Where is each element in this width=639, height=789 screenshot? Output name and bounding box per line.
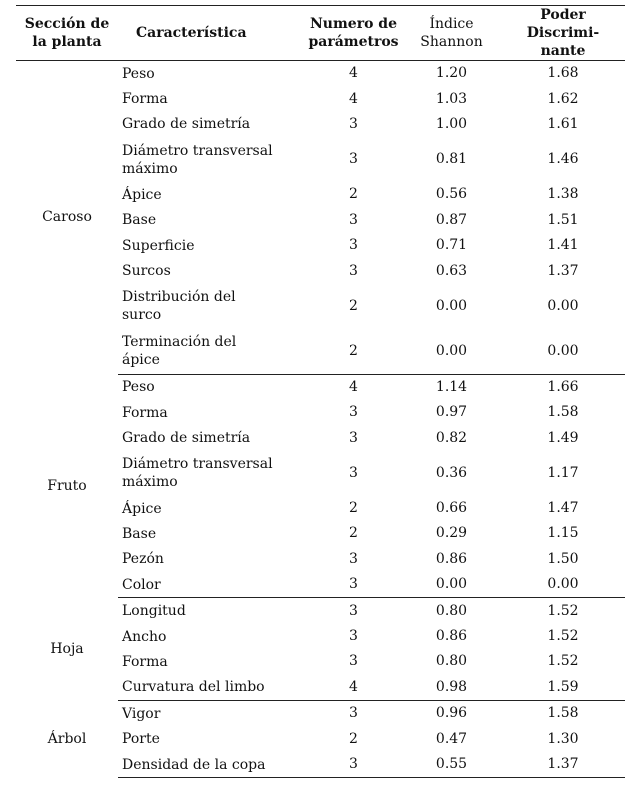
characteristic-line: Distribución del xyxy=(122,289,236,306)
discriminant-power-cell: 0.00 xyxy=(547,297,579,314)
characteristic-line: Diámetro transversal xyxy=(122,456,273,473)
characteristic-cell xyxy=(118,598,305,624)
header-poder-line: nante xyxy=(540,43,586,59)
characteristic-cell xyxy=(118,400,305,425)
shannon-index-cell: 0.47 xyxy=(435,730,468,747)
characteristic-cell xyxy=(118,726,305,751)
shannon-index-cell: 0.96 xyxy=(435,705,468,722)
header-seccion xyxy=(16,6,118,61)
shannon-index-cell: 0.86 xyxy=(435,628,468,645)
characteristic-line: Ápice xyxy=(122,186,162,203)
characteristic-line: Grado de simetría xyxy=(122,116,251,133)
characteristic-line: ápice xyxy=(122,352,160,369)
characteristic-cell xyxy=(118,624,305,649)
num-parametros-cell: 2 xyxy=(349,730,358,747)
header-seccion-line: Sección de xyxy=(24,16,110,32)
num-parametros-cell: 3 xyxy=(349,705,358,722)
shannon-index-cell: 0.82 xyxy=(435,429,468,446)
num-parametros-cell: 4 xyxy=(349,65,358,82)
header-numero-line: Numero de xyxy=(310,16,397,32)
header-indice xyxy=(402,6,501,61)
discriminant-power-cell: 1.30 xyxy=(547,730,579,747)
header-poder xyxy=(501,6,625,61)
header-numero-line: parámetros xyxy=(308,34,399,50)
num-parametros-cell: 2 xyxy=(349,500,358,517)
characteristic-cell xyxy=(118,182,305,207)
shannon-index-cell: 0.56 xyxy=(435,186,468,203)
discriminant-power-cell: 0.00 xyxy=(501,329,625,375)
header-poder-line: Poder Discrimi- xyxy=(526,7,600,41)
shannon-index-cell: 0.63 xyxy=(435,262,468,279)
header-caracteristica: Característica xyxy=(118,6,305,61)
characteristic-line: Forma xyxy=(122,404,168,421)
num-parametros-cell: 4 xyxy=(349,378,358,395)
shannon-index-cell: 0.80 xyxy=(435,653,468,670)
num-parametros-cell: 3 xyxy=(349,464,358,481)
discriminant-power-cell: 1.58 xyxy=(547,404,579,421)
num-parametros-cell: 4 xyxy=(349,90,358,107)
characteristic-line: Pezón xyxy=(122,551,164,568)
header-indice-line: Shannon xyxy=(420,34,483,50)
num-parametros-cell: 3 xyxy=(349,211,358,228)
characteristic-line: Ancho xyxy=(122,628,167,645)
characteristic-cell xyxy=(118,374,305,400)
characteristic-line: Forma xyxy=(122,653,168,670)
discriminant-power-cell: 1.52 xyxy=(547,628,579,645)
num-parametros-cell: 3 xyxy=(349,550,358,567)
discriminant-power-cell: 1.61 xyxy=(547,115,579,132)
num-parametros-cell: 3 xyxy=(349,429,358,446)
shannon-index-cell: 0.29 xyxy=(435,525,468,542)
num-parametros-cell: 2 xyxy=(349,297,358,314)
section-name: Fruto xyxy=(47,477,87,494)
num-parametros-cell: 3 xyxy=(349,151,358,168)
discriminant-power-cell: 1.38 xyxy=(547,186,579,203)
shannon-index-cell: 0.00 xyxy=(402,572,501,598)
characteristic-cell xyxy=(118,496,305,521)
shannon-index-cell: 0.97 xyxy=(435,404,468,421)
shannon-index-cell: 0.98 xyxy=(402,675,501,701)
shannon-index-cell: 1.20 xyxy=(435,65,468,82)
num-parametros-cell: 3 xyxy=(349,653,358,670)
characteristic-cell xyxy=(118,426,305,451)
characteristic-line: Peso xyxy=(122,379,155,396)
section-name: Árbol xyxy=(47,730,87,747)
shannon-index-cell: 0.66 xyxy=(435,500,468,517)
discriminant-power-cell: 1.46 xyxy=(547,151,579,168)
num-parametros-cell: 3 xyxy=(305,572,402,598)
header-seccion-line: la planta xyxy=(32,34,102,50)
discriminant-power-cell: 1.17 xyxy=(547,464,579,481)
characteristic-line: máximo xyxy=(122,474,178,491)
characteristic-cell xyxy=(118,649,305,674)
shannon-index-cell: 0.81 xyxy=(435,151,468,168)
discriminant-power-cell: 1.15 xyxy=(547,525,579,542)
shannon-index-cell: 0.55 xyxy=(402,752,501,778)
discriminant-power-cell: 1.59 xyxy=(501,675,625,701)
characteristic-cell xyxy=(118,258,305,283)
characteristic-cell xyxy=(118,701,305,727)
discriminant-power-cell: 1.62 xyxy=(547,90,579,107)
characteristic-line: Forma xyxy=(122,91,168,108)
characteristic-line: Curvatura del limbo xyxy=(122,679,265,696)
header-row xyxy=(16,6,625,61)
discriminant-power-cell: 1.37 xyxy=(501,752,625,778)
characteristic-cell xyxy=(118,521,305,546)
characteristic-line: Base xyxy=(122,212,157,229)
num-parametros-cell: 3 xyxy=(349,237,358,254)
shannon-index-cell: 1.14 xyxy=(435,378,468,395)
discriminant-power-cell: 1.68 xyxy=(547,65,579,82)
table-row xyxy=(16,61,625,87)
discriminant-power-cell: 1.52 xyxy=(547,653,579,670)
section-name: Caroso xyxy=(42,209,92,226)
characteristic-line: Ápice xyxy=(122,500,162,517)
table-header xyxy=(16,6,625,61)
characteristic-line: Porte xyxy=(122,731,160,748)
discriminant-power-cell: 1.41 xyxy=(547,237,579,254)
characteristic-cell xyxy=(118,451,305,496)
shannon-index-cell: 0.80 xyxy=(435,602,468,619)
shannon-index-cell: 0.36 xyxy=(435,464,468,481)
characteristic-cell xyxy=(118,112,305,137)
num-parametros-cell: 3 xyxy=(305,752,402,778)
discriminant-power-cell: 0.00 xyxy=(501,572,625,598)
characteristic-line: Grado de simetría xyxy=(122,430,251,447)
shannon-index-cell: 0.87 xyxy=(435,211,468,228)
header-indice-line: Índice xyxy=(429,16,474,32)
discriminant-power-cell: 1.49 xyxy=(547,429,579,446)
num-parametros-cell: 3 xyxy=(349,262,358,279)
characteristic-line: Color xyxy=(122,576,161,593)
characteristic-cell xyxy=(118,572,305,598)
discriminant-power-cell: 1.51 xyxy=(547,211,579,228)
characteristic-cell xyxy=(118,86,305,111)
characteristic-line: Surcos xyxy=(122,263,171,280)
shannon-index-cell: 1.03 xyxy=(435,90,468,107)
num-parametros-cell: 2 xyxy=(349,525,358,542)
table-row xyxy=(16,701,625,727)
characteristic-cell xyxy=(118,752,305,778)
characteristic-cell xyxy=(118,208,305,233)
discriminant-power-cell: 1.37 xyxy=(547,262,579,279)
characteristic-line: Peso xyxy=(122,65,155,82)
discriminant-power-cell: 1.58 xyxy=(547,705,579,722)
characteristic-line: Terminación del xyxy=(122,334,237,351)
header-numero xyxy=(305,6,402,61)
shannon-index-cell: 0.86 xyxy=(435,550,468,567)
table-body xyxy=(16,61,625,778)
num-parametros-cell: 3 xyxy=(349,628,358,645)
num-parametros-cell: 3 xyxy=(349,404,358,421)
characteristic-cell xyxy=(118,61,305,87)
characteristic-cell xyxy=(118,547,305,572)
characteristic-line: Vigor xyxy=(122,705,161,722)
table-row xyxy=(16,374,625,400)
characteristic-line: Diámetro transversal xyxy=(122,142,273,159)
characteristic-cell xyxy=(118,675,305,701)
num-parametros-cell: 2 xyxy=(305,329,402,375)
discriminant-power-cell: 1.66 xyxy=(547,378,579,395)
discriminant-power-cell: 1.47 xyxy=(547,500,579,517)
discriminant-power-cell: 1.50 xyxy=(547,550,579,567)
characteristic-line: Base xyxy=(122,525,157,542)
num-parametros-cell: 3 xyxy=(349,602,358,619)
num-parametros-cell: 4 xyxy=(305,675,402,701)
num-parametros-cell: 3 xyxy=(349,115,358,132)
shannon-index-cell: 1.00 xyxy=(435,115,468,132)
num-parametros-cell: 2 xyxy=(349,186,358,203)
shannon-index-cell: 0.00 xyxy=(402,329,501,375)
characteristic-line: Superficie xyxy=(122,237,195,254)
characteristic-cell xyxy=(118,233,305,258)
shannon-index-cell: 0.00 xyxy=(435,297,468,314)
characteristic-line: máximo xyxy=(122,160,178,177)
characteristic-line: Densidad de la copa xyxy=(122,756,266,773)
characteristic-line: surco xyxy=(122,307,162,324)
data-table xyxy=(16,5,625,778)
characteristic-line: Longitud xyxy=(122,603,186,620)
table-row xyxy=(16,598,625,624)
section-name: Hoja xyxy=(50,640,84,657)
characteristic-cell xyxy=(118,284,305,329)
discriminant-power-cell: 1.52 xyxy=(547,602,579,619)
characteristic-cell xyxy=(118,137,305,182)
characteristic-cell xyxy=(118,329,305,375)
shannon-index-cell: 0.71 xyxy=(435,237,468,254)
